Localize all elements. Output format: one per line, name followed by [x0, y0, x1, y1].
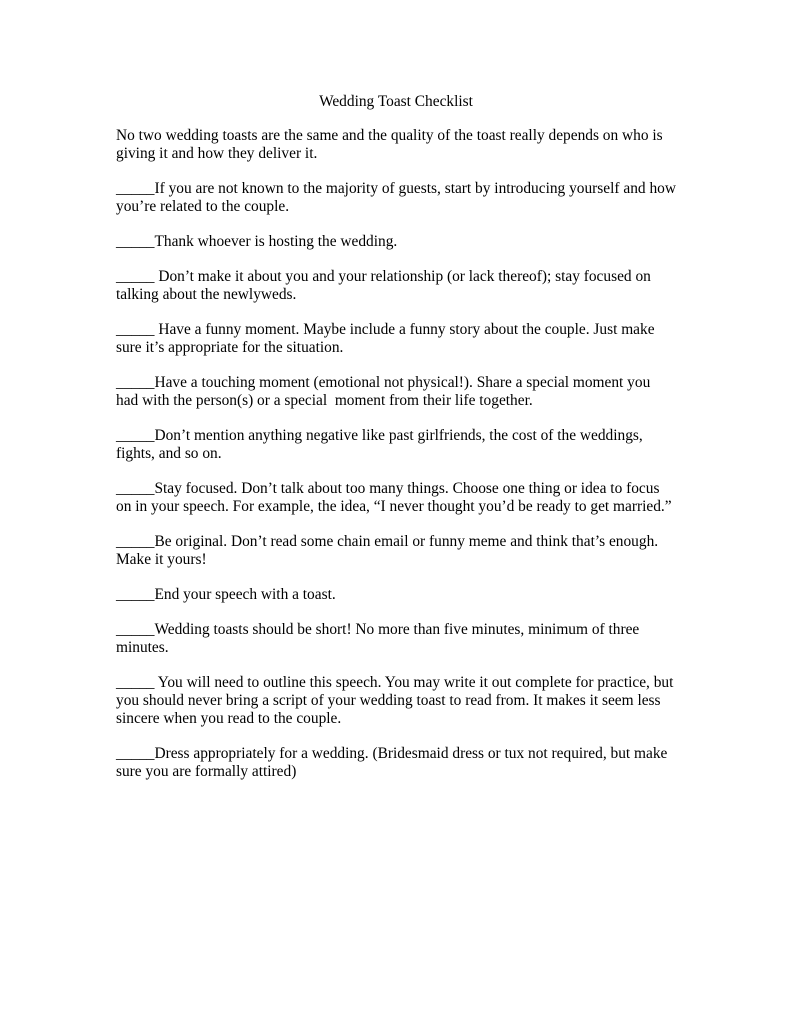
document-body	[116, 93, 680, 798]
checklist-item: _____Thank whoever is hosting the wedding.	[116, 233, 398, 250]
checklist-item: _____Have a touching moment (emotional not physical!). Share a special moment you had with the person(s) or a special moment from their life together.	[116, 374, 655, 409]
checklist-item: _____Stay focused. Don’t talk about too many things. Choose one thing or idea to focus on in your speech. For example, the idea, “I never thought you’d be ready to get married.”	[116, 480, 672, 515]
checklist-item: _____If you are not known to the majority of guests, start by introducing yourself and how you’re related to the couple.	[116, 180, 680, 215]
document-title: Wedding Toast Checklist	[319, 93, 473, 110]
checklist-item: _____Wedding toasts should be short! No more than five minutes, minimum of three minutes.	[116, 621, 644, 656]
checklist-item: _____ Have a funny moment. Maybe include a funny story about the couple. Just make sure it’s appropriate for the situation.	[116, 321, 659, 356]
checklist-item: _____End your speech with a toast.	[116, 586, 336, 603]
intro-paragraph: No two wedding toasts are the same and the quality of the toast really depends on who is giving it and how they deliver it.	[116, 127, 667, 162]
checklist-item: _____ Don’t make it about you and your relationship (or lack thereof); stay focused on talking about the newlyweds.	[116, 268, 655, 303]
checklist-item: _____ You will need to outline this speech. You may write it out complete for practice, but you should never bring a script of your wedding toast to read from. It makes it seem less sincere when you read to the couple.	[116, 674, 678, 727]
checklist-item: _____Don’t mention anything negative like past girlfriends, the cost of the weddings, fights, and so on.	[116, 427, 647, 462]
checklist-item: _____Be original. Don’t read some chain email or funny meme and think that’s enough. Make it yours!	[116, 533, 662, 568]
checklist-item: _____Dress appropriately for a wedding. (Bridesmaid dress or tux not required, but make sure you are formally attired)	[116, 745, 672, 780]
